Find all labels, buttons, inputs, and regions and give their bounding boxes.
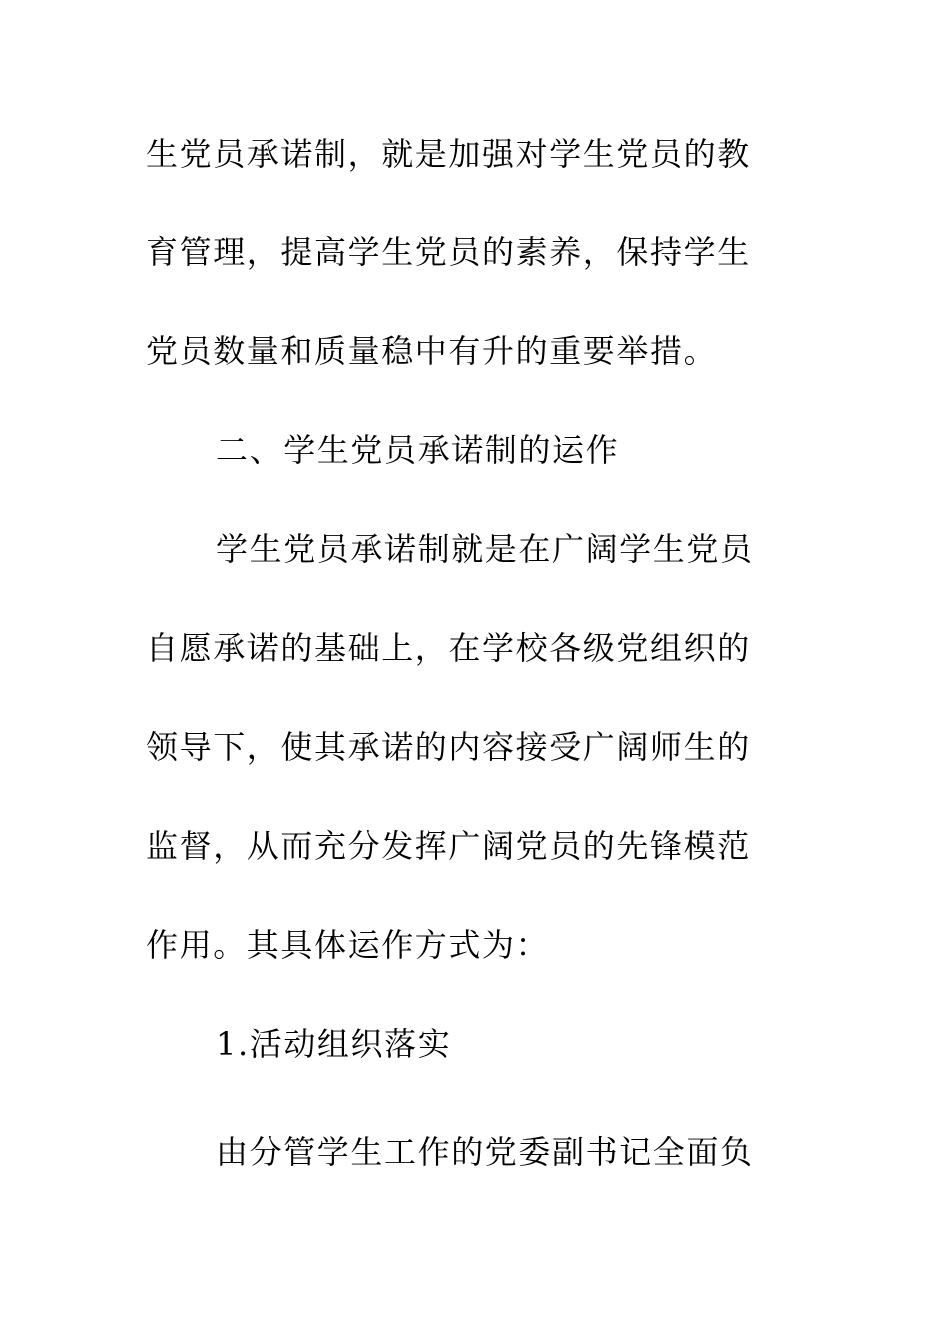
body-text-line: 由分管学生工作的党委副书记全面负 [216, 1133, 754, 1171]
subsection-heading: 1.活动组织落实 [216, 1025, 452, 1063]
body-text-line: 监督，从而充分发挥广阔党员的先锋模范 [146, 827, 751, 865]
body-text-line: 育管理，提高学生党员的素养，保持学生 [146, 233, 751, 271]
body-text-line: 党员数量和质量稳中有升的重要举措。 [146, 332, 718, 370]
body-text-line: 作用。其具体运作方式为： [146, 926, 550, 964]
body-text-line: 自愿承诺的基础上，在学校各级党组织的 [146, 629, 751, 667]
body-text-line: 学生党员承诺制就是在广阔学生党员 [216, 530, 754, 568]
body-text-line: 领导下，使其承诺的内容接受广阔师生的 [146, 728, 751, 766]
section-heading: 二、学生党员承诺制的运作 [216, 431, 620, 469]
body-text-line: 生党员承诺制，就是加强对学生党员的教 [146, 135, 751, 173]
